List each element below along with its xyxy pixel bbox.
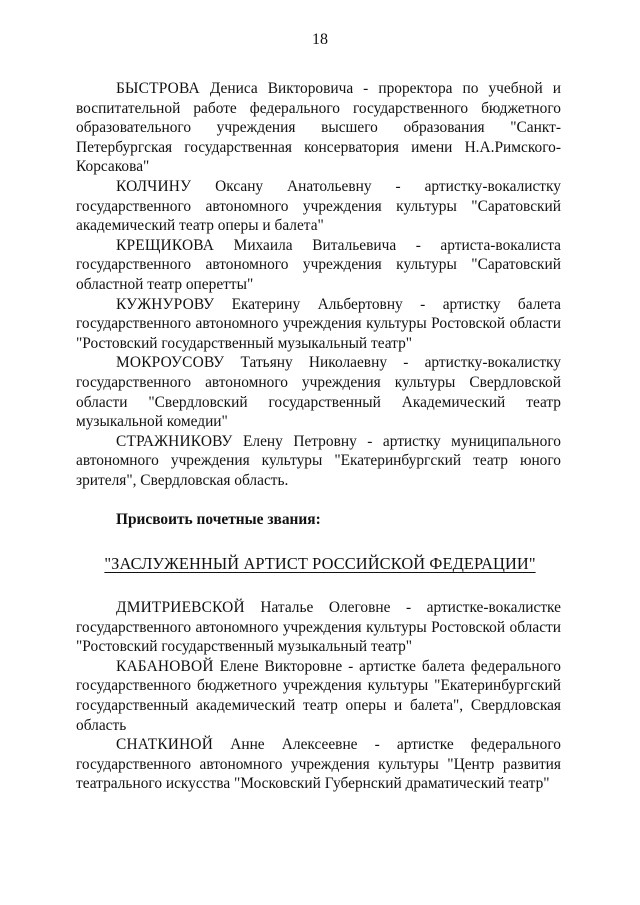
entry-details: Михаила Витальевича - артиста-вокалиста государственного автономного учреждения культуры "Саратовский областной театр оперетты"	[76, 236, 561, 293]
honorary-title: "ЗАСЛУЖЕННЫЙ АРТИСТ РОССИЙСКОЙ ФЕДЕРАЦИИ"	[104, 554, 536, 573]
award-entry	[76, 79, 561, 177]
award-entry	[76, 598, 561, 657]
entry-details: Татьяну Николаевну - артистку-вокалистку государственного автономного учреждения культуры Свердловской области "Свердловский государственный Академический театр музыкальной комедии"	[76, 354, 561, 431]
entry-details: Елену Петровну - артистку муниципального автономного учреждения культуры "Екатеринбургский театр юного зрителя", Свердловская область.	[76, 432, 561, 489]
entry-surname: СНАТКИНОЙ	[116, 736, 214, 754]
award-entry	[76, 657, 561, 735]
entry-details: Наталье Олеговне - артистке-вокалистке государственного автономного учреждения культуры Ростовской области "Ростовский государственный музыкальный театр"	[76, 599, 561, 656]
entry-surname: МОКРОУСОВУ	[116, 354, 225, 372]
page-number: 18	[312, 31, 328, 48]
award-entry	[76, 735, 561, 794]
section-heading: Присвоить почетные звания:	[116, 511, 321, 528]
award-entry	[76, 353, 561, 431]
award-entry	[76, 432, 561, 491]
entry-details: Оксану Анатольевну - артистку-вокалистку государственного автономного учреждения культуры "Саратовский академический театр оперы и балета"	[76, 177, 561, 235]
award-entry	[76, 236, 561, 295]
entry-surname: СТРАЖНИКОВУ	[116, 432, 233, 450]
entry-details: Анне Алексеевне - артистке федерального государственного автономного учреждения культуры "Центр развития театрального искусства "Московский Губернский драматический театр"	[76, 736, 561, 793]
award-entry	[76, 177, 561, 236]
entry-surname: БЫСТРОВА	[116, 80, 200, 97]
entry-surname: КОЛЧИНУ	[116, 177, 192, 195]
award-list-honored-artist	[76, 598, 561, 794]
award-list-previous	[76, 79, 561, 490]
entry-surname: КРЕЩИКОВА	[116, 236, 215, 254]
entry-details: Дениса Викторовича - проректора по учебной и воспитательной работе федерального государственного бюджетного образовательного учреждения высшего образования "Санкт-Петербургская государственная консерватория имени Н.А.Римского-Корсакова"	[76, 80, 561, 176]
entry-details: Екатерину Альбертовну - артистку балета государственного автономного учреждения культуры Ростовской области "Ростовский государственный музыкальный театр"	[76, 295, 561, 352]
entry-surname: КУЖНУРОВУ	[116, 295, 215, 313]
entry-details: Елене Викторовне - артистке балета федерального государственного бюджетного учреждения культуры "Екатеринбургский государственный академический театр оперы и балета", Свердловская область	[76, 657, 561, 734]
entry-surname: КАБАНОВОЙ	[116, 657, 214, 675]
entry-surname: ДМИТРИЕВСКОЙ	[116, 599, 245, 616]
award-entry	[76, 295, 561, 354]
